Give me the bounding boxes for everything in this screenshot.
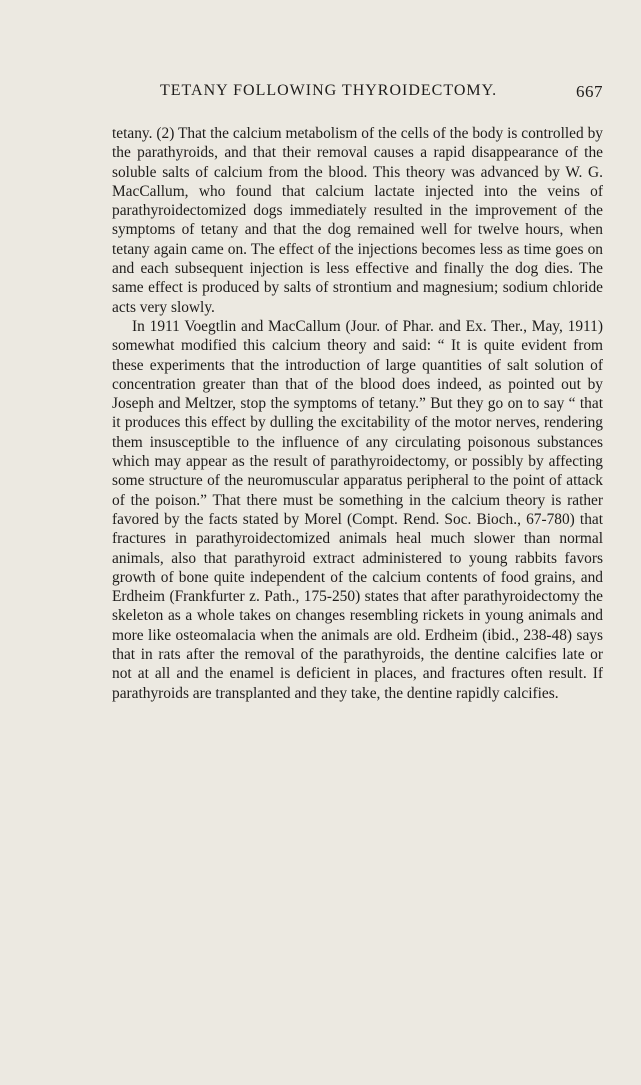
paragraph-voegtlin-maccallum: In 1911 Voegtlin and MacCallum (Jour. of Phar. and Ex. Ther., May, 1911) somewhat modified this calcium theory and said: “ It is quite evident from these experiments that the introduction of large quantities of salt solution of concentration greater than that of the blood does indeed, as pointed out by Joseph and Meltzer, stop the symptoms of tetany.” But they go on to say “ that it produces this effect by dulling the excitability of the motor nerves, rendering them insusceptible to the influence of any circulating poisonous substances which may appear as the result of parathyroidectomy, or possibly by affecting some structure of the neuromuscular apparatus peripheral to the point of attack of the poison.” That there must be something in the calcium theory is rather favored by the facts stated by Morel (Compt. Rend. Soc. Bioch., 67-780) that fractures in parathyroidectomized animals heal much slower than normal animals, also that parathyroid extract administered to young rabbits favors growth of bone quite independent of the calcium contents of food grains, and Erdheim (Frankfurter z. Path., 175-250) states that after parathyroidectomy the skeleton as a whole takes on changes resembling rickets in young animals and more like osteomalacia when the animals are old. Erdheim (ibid., 238-48) says that in rats after the removal of the parathyroids, the dentine calcifies late or not at all and the enamel is deficient in places, and fractures often result. If parathyroids are transplanted and they take, the dentine rapidly calcifies. xyxy=(112,317,603,702)
page-number: 667 xyxy=(576,82,603,101)
body-text xyxy=(112,124,603,703)
running-head-title: TETANY FOLLOWING THYROIDECTOMY. xyxy=(160,82,498,99)
paragraph-calcium-metabolism: tetany. (2) That the calcium metabolism of the cells of the body is controlled by the parathyroids, and that their removal causes a rapid disappearance of the soluble salts of calcium from the blood. This theory was advanced by W. G. MacCallum, who found that calcium lactate injected into the veins of parathyroidectomized dogs immediately resulted in the improvement of the symptoms of tetany and that the dog remained well for twelve hours, when tetany again came on. The effect of the injections becomes less as time goes on and each subsequent injection is less effective and finally the dog dies. The same effect is produced by salts of strontium and magnesium; sodium chloride acts very slowly. xyxy=(112,125,603,316)
